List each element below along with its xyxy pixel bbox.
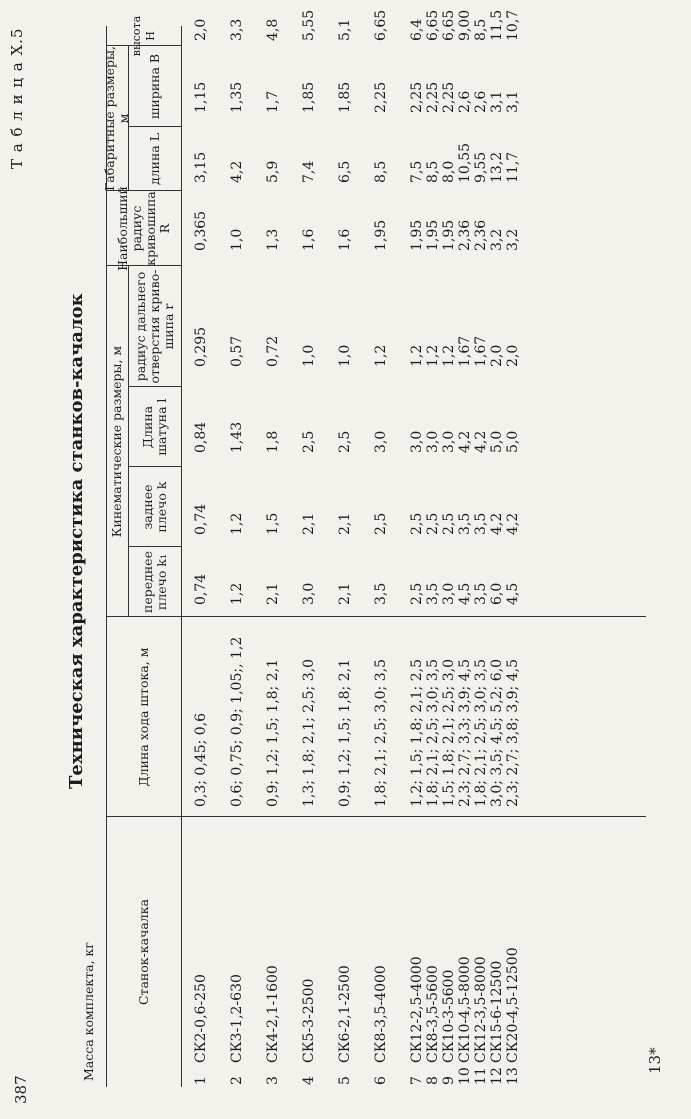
cell-stroke: 0,3; 0,45; 0,6 (193, 712, 209, 807)
cell-length: 8,5 (373, 160, 389, 183)
spec-table (81, 9, 646, 1087)
cell-width: 1,7 (265, 90, 281, 113)
cell-rod-length: 3,0 (373, 430, 389, 453)
cell-width: 2,25 (441, 81, 457, 113)
cell-height: 2,0 (193, 18, 209, 41)
cell-rod-length: 4,2 (457, 430, 473, 453)
cell-model: СК10-4,5-8000 (457, 956, 473, 1063)
cell-rear-arm: 1,2 (229, 512, 245, 535)
cell-crank-radius: 0,72 (265, 335, 281, 367)
cell-width: 2,25 (409, 81, 425, 113)
cell-height: 5,55 (301, 9, 317, 41)
col-divider (106, 616, 646, 617)
cell-rod-length: 5,0 (489, 430, 505, 453)
header-rod-length: Длина шатуна l (139, 398, 169, 456)
cell-height: 6,4 (409, 18, 425, 41)
cell-height: 9,00 (457, 9, 473, 41)
cell-front-arm: 4,5 (457, 582, 473, 605)
row-number: 13 (505, 1067, 521, 1085)
cell-rear-arm: 4,2 (505, 512, 521, 535)
header-rear-arm: заднее плечо k (139, 481, 169, 533)
cell-height: 11,5 (489, 9, 505, 41)
table-label: Т а б л и ц а X.5 (8, 27, 26, 169)
cell-height: 10,7 (505, 9, 521, 41)
cell-rear-arm: 0,74 (193, 503, 209, 535)
header-length: длина L (146, 132, 162, 186)
cell-max-radius: 3,2 (489, 228, 505, 251)
cell-model: СК8-3,5-4000 (373, 965, 389, 1063)
cell-width: 2,6 (473, 90, 489, 113)
row-number: 7 (409, 1076, 425, 1085)
cell-stroke: 1,8; 2,1; 2,5; 3,0; 3,5 (373, 659, 389, 807)
cell-width: 3,1 (489, 90, 505, 113)
table-title: Техническая характеристика станков-качалок (66, 293, 87, 789)
cell-length: 8,5 (425, 160, 441, 183)
cell-crank-radius: 1,2 (373, 344, 389, 367)
cell-front-arm: 6,0 (489, 582, 505, 605)
cell-crank-radius: 1,67 (473, 335, 489, 367)
cell-front-arm: 3,0 (301, 582, 317, 605)
cell-front-arm: 3,5 (425, 582, 441, 605)
cell-height: 6,65 (441, 9, 457, 41)
cell-model: СК15-6-12500 (489, 960, 505, 1063)
row-number: 12 (489, 1067, 505, 1085)
cell-width: 2,25 (425, 81, 441, 113)
header-model: Станок-качалка (135, 899, 151, 1006)
cell-crank-radius: 0,295 (193, 326, 209, 367)
cell-height: 4,8 (265, 18, 281, 41)
cell-stroke: 3,0; 3,5; 4,5; 5,2; 6,0 (489, 659, 505, 807)
cell-model: СК5-3-2500 (301, 978, 317, 1063)
cell-crank-radius: 1,2 (409, 344, 425, 367)
cell-length: 5,9 (265, 160, 281, 183)
cell-rear-arm: 2,5 (409, 512, 425, 535)
cell-max-radius: 1,0 (229, 228, 245, 251)
cell-crank-radius: 1,0 (301, 344, 317, 367)
cell-height: 6,65 (425, 9, 441, 41)
header-mass: Масса комплекта, кг (81, 942, 96, 1081)
cell-rod-length: 2,5 (337, 430, 353, 453)
cell-model: СК12-3,5-8000 (473, 956, 489, 1063)
cell-rod-length: 3,0 (425, 430, 441, 453)
header-height: высота H (129, 15, 157, 57)
cell-rear-arm: 1,5 (265, 512, 281, 535)
cell-stroke: 0,6; 0,75; 0,9; 1,05;, 1,2 (229, 636, 245, 807)
cell-height: 5,1 (337, 18, 353, 41)
cell-front-arm: 1,2 (229, 582, 245, 605)
cell-length: 7,4 (301, 160, 317, 183)
cell-length: 8,0 (441, 160, 457, 183)
cell-stroke: 1,8; 2,1; 2,5; 3,0; 3,5 (473, 659, 489, 807)
cell-rear-arm: 3,5 (473, 512, 489, 535)
header-width: ширина B (146, 53, 162, 120)
cell-model: СК20-4,5-12500 (505, 947, 521, 1063)
cell-rear-arm: 2,5 (373, 512, 389, 535)
cell-stroke: 2,3; 2,7; 3,8; 3,9; 4,5 (505, 659, 521, 807)
row-number: 8 (425, 1076, 441, 1085)
cell-rear-arm: 3,5 (457, 512, 473, 535)
cell-rod-length: 0,84 (193, 421, 209, 453)
header-dimension-group: Габаритные размеры, м (102, 46, 131, 191)
cell-rod-length: 1,8 (265, 430, 281, 453)
cell-max-radius: 3,2 (505, 228, 521, 251)
cell-front-arm: 4,5 (505, 582, 521, 605)
cell-rod-length: 4,2 (473, 430, 489, 453)
cell-max-radius: 1,6 (301, 228, 317, 251)
cell-model: СК3-1,2-630 (229, 974, 245, 1063)
cell-rear-arm: 2,1 (337, 512, 353, 535)
col-divider (106, 816, 646, 817)
cell-front-arm: 3,5 (373, 582, 389, 605)
cell-width: 1,15 (193, 81, 209, 113)
cell-max-radius: 2,36 (473, 219, 489, 251)
row-number: 5 (337, 1076, 353, 1085)
cell-length: 4,2 (229, 160, 245, 183)
row-number: 4 (301, 1076, 317, 1085)
cell-max-radius: 1,6 (337, 228, 353, 251)
cell-crank-radius: 2,0 (489, 344, 505, 367)
header-kinematic-group: Кинематические размеры, м (109, 345, 124, 538)
cell-length: 7,5 (409, 160, 425, 183)
cell-crank-radius: 0,57 (229, 335, 245, 367)
header-crank-radius: радиус дальнего отверстия криво-шипа r (132, 269, 176, 384)
page-mark: 13* (646, 1047, 664, 1074)
cell-crank-radius: 1,0 (337, 344, 353, 367)
cell-height: 6,65 (373, 9, 389, 41)
cell-model: СК8-3,5-5600 (425, 965, 441, 1063)
cell-width: 2,6 (457, 90, 473, 113)
row-number: 6 (373, 1076, 389, 1085)
cell-max-radius: 1,95 (409, 219, 425, 251)
cell-rear-arm: 2,1 (301, 512, 317, 535)
header-front-arm: переднее плечо k₁ (139, 551, 169, 613)
cell-stroke: 2,3; 2,7; 3,3; 3,9; 4,5 (457, 659, 473, 807)
cell-width: 1,85 (337, 81, 353, 113)
cell-model: СК12-2,5-4000 (409, 956, 425, 1063)
cell-crank-radius: 1,67 (457, 335, 473, 367)
cell-model: СК10-3-5600 (441, 969, 457, 1063)
cell-length: 10,55 (457, 142, 473, 183)
cell-front-arm: 0,74 (193, 573, 209, 605)
cell-rod-length: 3,0 (409, 430, 425, 453)
row-number: 11 (473, 1067, 489, 1085)
cell-length: 13,2 (489, 151, 505, 183)
cell-length: 6,5 (337, 160, 353, 183)
cell-stroke: 1,5; 1,8; 2,1; 2,5; 3,0 (441, 659, 457, 807)
cell-height: 3,3 (229, 18, 245, 41)
cell-rod-length: 3,0 (441, 430, 457, 453)
cell-stroke: 1,3; 1,8; 2,1; 2,5; 3,0 (301, 659, 317, 807)
cell-front-arm: 2,5 (409, 582, 425, 605)
cell-rear-arm: 2,5 (425, 512, 441, 535)
header-rule (181, 26, 182, 1087)
cell-front-arm: 2,1 (337, 582, 353, 605)
cell-rear-arm: 2,5 (441, 512, 457, 535)
cell-front-arm: 2,1 (265, 582, 281, 605)
row-number: 2 (229, 1076, 245, 1085)
cell-rod-length: 2,5 (301, 430, 317, 453)
header-max-radius: Наибольший радиус кривошипа R (114, 186, 172, 271)
cell-length: 9,55 (473, 151, 489, 183)
header-stroke: Длина хода штока, м (135, 647, 151, 787)
cell-max-radius: 1,3 (265, 228, 281, 251)
row-number: 9 (441, 1076, 457, 1085)
cell-model: СК6-2,1-2500 (337, 965, 353, 1063)
cell-front-arm: 3,0 (441, 582, 457, 605)
cell-rear-arm: 4,2 (489, 512, 505, 535)
page-number: 387 (12, 1075, 30, 1104)
cell-width: 3,1 (505, 90, 521, 113)
row-number: 1 (193, 1076, 209, 1085)
cell-crank-radius: 2,0 (505, 344, 521, 367)
cell-stroke: 0,9; 1,2; 1,5; 1,8; 2,1 (265, 659, 281, 807)
cell-length: 3,15 (193, 151, 209, 183)
cell-width: 1,35 (229, 81, 245, 113)
cell-stroke: 1,2; 1,5; 1,8; 2,1; 2,5 (409, 659, 425, 807)
cell-max-radius: 2,36 (457, 219, 473, 251)
row-number: 10 (457, 1067, 473, 1085)
cell-max-radius: 1,95 (441, 219, 457, 251)
cell-height: 8,5 (473, 18, 489, 41)
cell-width: 2,25 (373, 81, 389, 113)
cell-rod-length: 5,0 (505, 430, 521, 453)
cell-rod-length: 1,43 (229, 421, 245, 453)
cell-model: СК2-0,6-250 (193, 974, 209, 1063)
cell-length: 11,7 (505, 151, 521, 183)
cell-max-radius: 0,365 (193, 210, 209, 251)
cell-max-radius: 1,95 (425, 219, 441, 251)
cell-crank-radius: 1,2 (425, 344, 441, 367)
cell-model: СК4-2,1-1600 (265, 965, 281, 1063)
cell-crank-radius: 1,2 (441, 344, 457, 367)
cell-stroke: 0,9; 1,2; 1,5; 1,8; 2,1 (337, 659, 353, 807)
row-number: 3 (265, 1076, 281, 1085)
cell-width: 1,85 (301, 81, 317, 113)
cell-front-arm: 3,5 (473, 582, 489, 605)
cell-max-radius: 1,95 (373, 219, 389, 251)
cell-stroke: 1,8; 2,1; 2,5; 3,0; 3,5 (425, 659, 441, 807)
